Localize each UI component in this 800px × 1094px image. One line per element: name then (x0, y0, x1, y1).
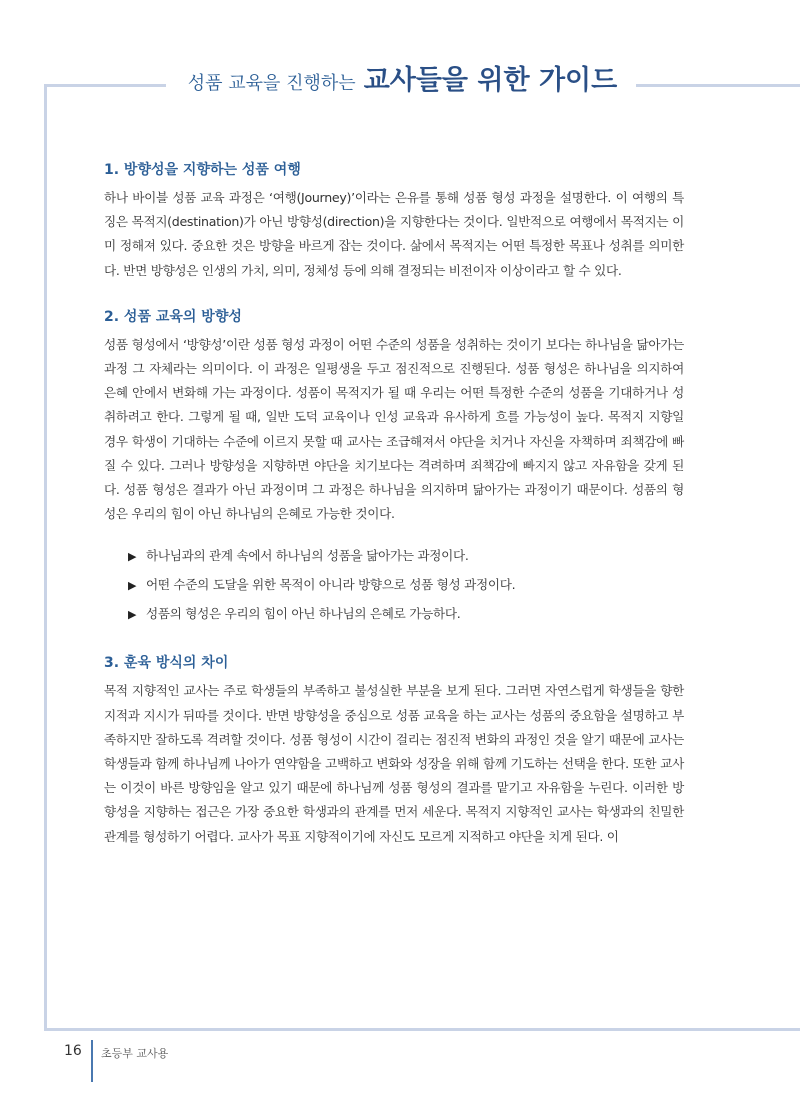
frame-bottom-line (44, 1028, 800, 1031)
frame-top-right-line (636, 84, 800, 87)
section-paragraph: 목적 지향적인 교사는 주로 학생들의 부족하고 불성실한 부분을 보게 된다. 그러면 자연스럽게 학생들을 향한 지적과 지시가 뒤따를 것이다. 반면 방향성을 중심으로 성품 교육을 하는 교사는 성품의 중요함을 설명하고 부족하지만 잘하도록 격려할 것이다. 성품 형성이 시간이 걸리는 점진적 변화의 과정인 것을 알기 때문에 교사는 학생들과 함께 하나님께 나아가 연약함을 고백하고 변화와 성장을 위해 함께 기도하는 선택을 한다. 또한 교사는 이것이 바른 방향임을 알고 있기 때문에 하나님께 성품 형성의 결과를 맡기고 자유함을 누린다. 이러한 방향성을 지향하는 접근은 가장 중요한 학생과의 관계를 먼저 세운다. 목적지 지향적인 교사는 학생과의 친밀한 관계를 형성하기 어렵다. 교사가 목표 지향적이기에 자신도 모르게 지적하고 야단을 치게 된다. 이 (104, 683, 684, 844)
page-title-main: 교사들을 위한 가이드 (363, 65, 618, 96)
main-content (104, 160, 684, 873)
bullet-text: 성품의 형성은 우리의 힘이 아닌 하나님의 은혜로 가능하다. (146, 606, 461, 622)
section-heading: 1. 방향성을 지향하는 성품 여행 (104, 162, 301, 178)
list-item (128, 571, 684, 600)
section-heading: 3. 훈육 방식의 차이 (104, 655, 229, 672)
bullet-text: 어떤 수준의 도달을 위한 목적이 아니라 방향으로 성품 형성 과정이다. (146, 577, 516, 593)
section-2 (104, 307, 684, 630)
frame-left-line (44, 84, 47, 1030)
section-1 (104, 160, 684, 283)
footer-divider (91, 1040, 93, 1082)
list-item (128, 542, 684, 571)
section-paragraph: 성품 형성에서 ‘방향성’이란 성품 형성 과정이 어떤 수준의 성품을 성취하는 것이기 보다는 하나님을 닮아가는 과정 그 자체라는 의미이다. 이 과정은 일평생을 두고 점진적으로 진행된다. 성품 형성은 하나님을 의지하여 은혜 안에서 변화해 가는 과정이다. 성품이 목적지가 될 때 우리는 어떤 특정한 수준의 성품을 기대하거나 성취하려고 한다. 그렇게 될 때, 일반 도덕 교육이나 인성 교육과 유사하게 흐를 가능성이 높다. 목적지 지향일 경우 학생이 기대하는 수준에 이르지 못할 때 교사는 조급해져서 야단을 치거나 자신을 자책하며 죄책감에 빠질 수 있다. 그러나 방향성을 지향하면 야단을 치기보다는 격려하며 죄책감에 빠지지 않고 자유함을 갖게 된다. 성품 형성은 결과가 아닌 과정이며 그 과정은 하나님을 의지하며 닮아가는 과정이기 때문이다. 성품의 형성은 우리의 힘이 아닌 하나님의 은혜로 가능한 것이다. (104, 336, 684, 522)
bullet-text: 하나님과의 관계 속에서 하나님의 성품을 닮아가는 과정이다. (146, 548, 469, 564)
triangle-bullet-icon: ▶ (128, 579, 137, 593)
section-heading: 2. 성품 교육의 방향성 (104, 308, 242, 325)
list-item (128, 600, 684, 629)
section-3 (104, 653, 684, 848)
triangle-bullet-icon: ▶ (128, 550, 137, 564)
frame-top-left-line (44, 84, 166, 87)
bullet-list (128, 542, 684, 629)
page-title-prefix: 성품 교육을 진행하는 (187, 73, 356, 94)
page-title (180, 58, 625, 100)
section-paragraph: 하나 바이블 성품 교육 과정은 ‘여행(Journey)’이라는 은유를 통해 성품 형성 과정을 설명한다. 이 여행의 특징은 목적지(destination)가 아닌 방향성(direction)을 지향한다는 것이다. 일반적으로 여행에서 목적지는 이미 정해져 있다. 중요한 것은 방향을 바르게 잡는 것이다. 삶에서 목적지는 어떤 특정한 목표나 성취를 의미한다. 반면 방향성은 인생의 가치, 의미, 정체성 등에 의해 결정되는 비전이자 이상이라고 할 수 있다. (104, 190, 684, 278)
book-label: 초등부 교사용 (101, 1047, 169, 1060)
page-number: 16 (64, 1043, 82, 1059)
triangle-bullet-icon: ▶ (128, 608, 137, 622)
